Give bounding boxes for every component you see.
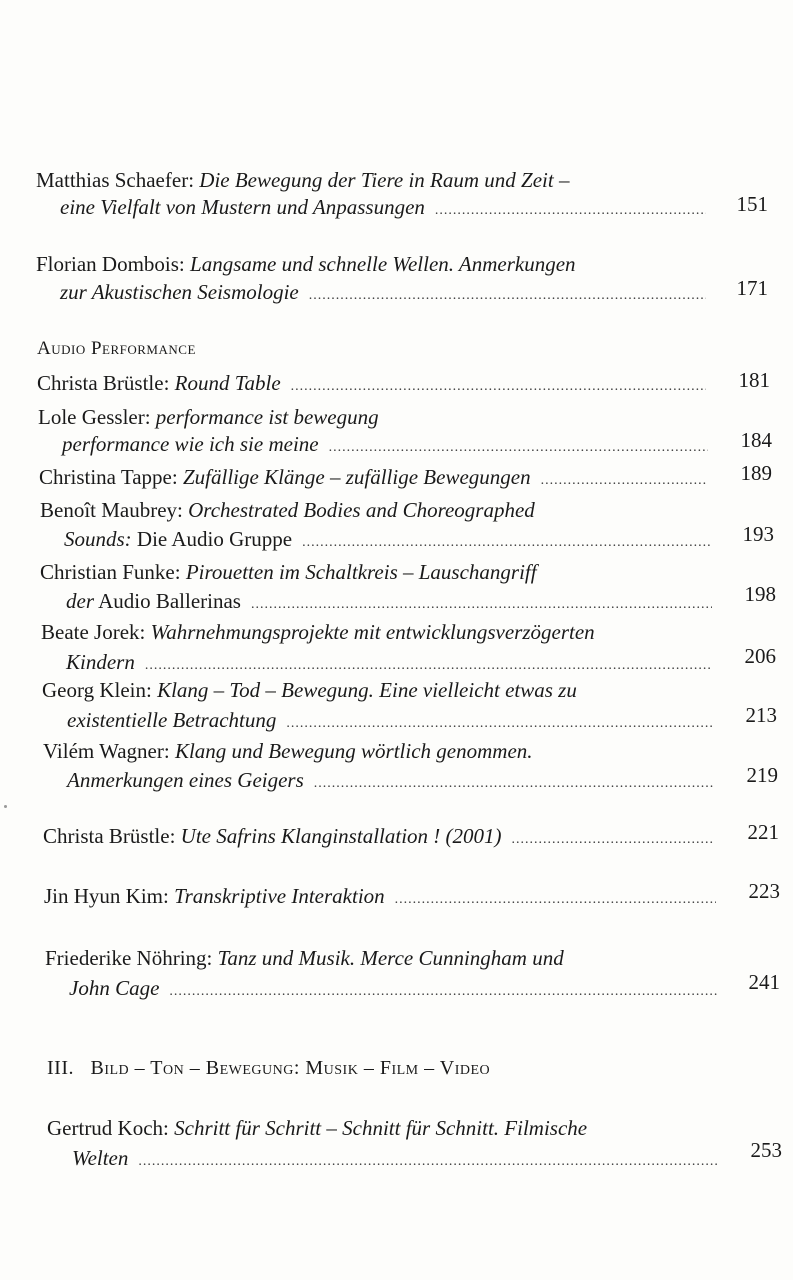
page-number: 184 [740, 428, 772, 452]
leader-dots [169, 984, 717, 1000]
entry-title: Klang – Tod – Bewegung. Eine vielleicht etwas zu [157, 678, 577, 702]
entry-title-cont: Kindern [66, 650, 135, 674]
page-number: 253 [750, 1138, 782, 1162]
page-number: 206 [744, 644, 776, 668]
page-number: 221 [747, 820, 779, 844]
leader-dots [435, 203, 706, 219]
toc-entry-gessler-line2 [62, 432, 722, 457]
leader-dots [291, 379, 706, 395]
page-number: 219 [746, 763, 778, 787]
toc-entry-dombois-line1 [36, 252, 576, 277]
leader-dots [314, 776, 713, 792]
toc-entry-funke-line1 [40, 560, 537, 585]
toc-entry-wagner-line2 [67, 768, 727, 793]
entry-title: performance ist bewegung [155, 405, 379, 429]
author-name: Gertrud Koch: [47, 1116, 169, 1140]
page-edge-mark [4, 805, 7, 808]
author-name: Florian Dombois: [36, 252, 185, 276]
toc-entry-maubrey-line1 [40, 498, 535, 523]
entry-title: Pirouetten im Schaltkreis – Lauschangriff [185, 560, 537, 584]
author-name: Christa Brüstle: [37, 371, 170, 395]
entry-title: Schritt für Schritt – Schnitt für Schnitt. Filmische [174, 1116, 588, 1140]
author-name: Benoît Maubrey: [40, 498, 183, 522]
toc-entry-noehring-line1 [45, 946, 564, 971]
entry-title-cont: der [66, 589, 94, 613]
page-number: 171 [736, 276, 768, 300]
page-number: 151 [736, 192, 768, 216]
author-name: Christina Tappe: [39, 465, 178, 489]
leader-dots [512, 832, 714, 848]
page-number: 189 [740, 461, 772, 485]
entry-title-cont: eine Vielfalt von Mustern und Anpassungen [60, 195, 425, 219]
toc-entry-gessler-line1 [38, 405, 379, 430]
toc-entry-jorek-line2 [66, 650, 726, 675]
author-name: Georg Klein: [42, 678, 152, 702]
toc-entry-wagner-line1 [43, 739, 533, 764]
toc-entry-koch-line1 [47, 1116, 587, 1141]
entry-title: Orchestrated Bodies and Choreographed [188, 498, 535, 522]
author-name: Christian Funke: [40, 560, 181, 584]
page-number: 198 [744, 582, 776, 606]
leader-dots [251, 597, 712, 613]
author-name: Jin Hyun Kim: [44, 884, 169, 908]
page-number: 181 [738, 368, 770, 392]
entry-title: Ute Safrins Klanginstallation ! (2001) [180, 824, 502, 848]
toc-entry-bruestle-safrins [43, 824, 728, 849]
author-name: Christa Brüstle: [43, 824, 176, 848]
entry-title: Round Table [174, 371, 281, 395]
leader-dots [329, 440, 708, 456]
entry-title-roman: Die Audio Gruppe [136, 527, 293, 551]
toc-entry-jorek-line1 [41, 620, 595, 645]
section-title: Bild – Ton – Bewegung: Musik – Film – Video [90, 1057, 491, 1079]
toc-entry-klein-line1 [42, 678, 577, 703]
entry-title: Klang und Bewegung wörtlich genommen. [174, 739, 533, 763]
leader-dots [541, 473, 708, 489]
author-name: Vilém Wagner: [43, 739, 170, 763]
author-name: Beate Jorek: [41, 620, 146, 644]
entry-title-roman: Audio Ballerinas [98, 589, 241, 613]
page-number: 193 [742, 522, 774, 546]
page-number: 213 [745, 703, 777, 727]
entry-title: Die Bewegung der Tiere in Raum und Zeit – [199, 168, 570, 192]
leader-dots [145, 658, 712, 674]
entry-title-cont: John Cage [69, 976, 160, 1000]
toc-entry-bruestle-round-table [37, 371, 720, 396]
entry-title: Langsame und schnelle Wellen. Anmerkungen [190, 252, 576, 276]
entry-title: Transkriptive Interaktion [174, 884, 385, 908]
leader-dots [286, 716, 713, 732]
toc-entry-kim [44, 884, 730, 909]
toc-entry-schaefer-line1 [36, 168, 569, 193]
toc-entry-klein-line2 [67, 708, 727, 733]
toc-entry-funke-line2 [66, 589, 726, 614]
author-name: Lole Gessler: [38, 405, 151, 429]
entry-title: Wahrnehmungsprojekte mit entwicklungsverzögerten [150, 620, 595, 644]
toc-entry-maubrey-line2 [64, 527, 724, 552]
page-number: 241 [748, 970, 780, 994]
section-numeral: III. [47, 1057, 74, 1079]
entry-title-cont: performance wie ich sie meine [62, 432, 319, 456]
leader-dots [309, 288, 706, 304]
leader-dots [302, 535, 710, 551]
author-name: Friederike Nöhring: [45, 946, 213, 970]
entry-title-cont: Welten [72, 1146, 129, 1170]
section-heading-audio-performance: Audio Performance [37, 338, 196, 359]
entry-title-cont: zur Akustischen Seismologie [60, 280, 299, 304]
leader-dots [138, 1154, 718, 1170]
page-number: 223 [748, 879, 780, 903]
toc-entry-noehring-line2 [69, 976, 731, 1001]
section-heading-part-three [47, 1057, 490, 1080]
toc-entry-schaefer-line2 [60, 195, 720, 220]
entry-title-cont: Anmerkungen eines Geigers [67, 768, 304, 792]
toc-entry-koch-line2 [72, 1146, 732, 1171]
entry-title-cont: Sounds: [64, 527, 132, 551]
author-name: Matthias Schaefer: [36, 168, 195, 192]
leader-dots [395, 892, 716, 908]
entry-title: Tanz und Musik. Merce Cunningham und [217, 946, 564, 970]
toc-entry-tappe [39, 465, 722, 490]
entry-title: Zufällige Klänge – zufällige Bewegungen [182, 465, 531, 489]
entry-title-cont: existentielle Betrachtung [67, 708, 277, 732]
toc-entry-dombois-line2 [60, 280, 720, 305]
